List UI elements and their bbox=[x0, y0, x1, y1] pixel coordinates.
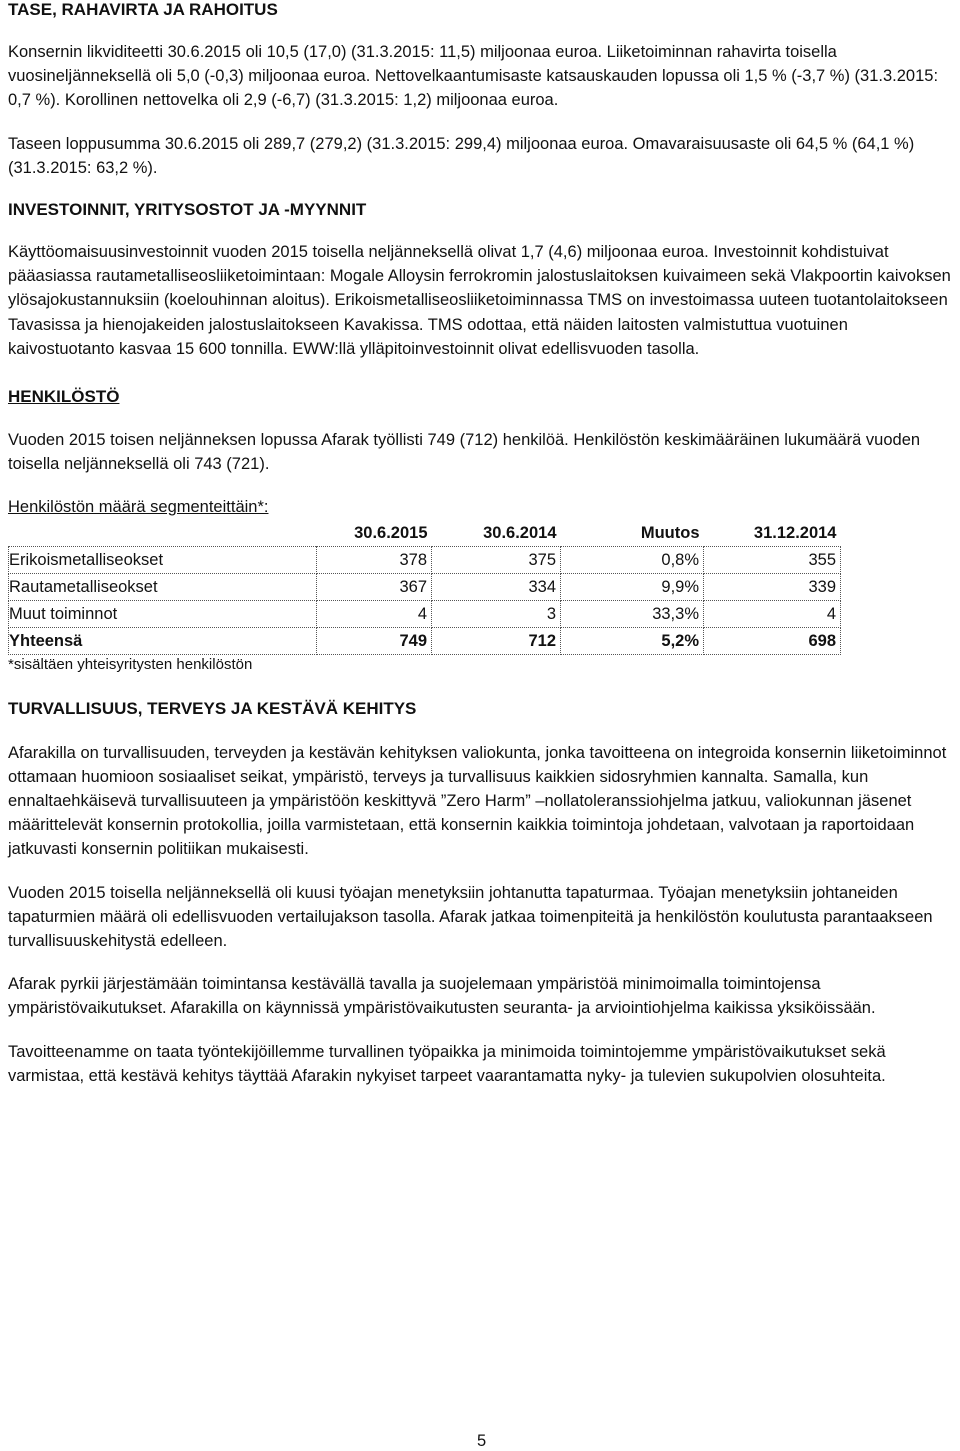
table-row bbox=[9, 573, 841, 600]
page-number: 5 bbox=[477, 1432, 487, 1450]
cell-value: 339 bbox=[704, 573, 841, 600]
paragraph-balance-total: Taseen loppusumma 30.6.2015 oli 289,7 (279,2) (31.3.2015: 299,4) miljoonaa euroa. Omavaraisuusaste oli 64,5 % (64,1 %) (31.3.2015: 63,2 %). bbox=[8, 134, 915, 177]
paragraph-personnel: Vuoden 2015 toisen neljänneksen lopussa Afarak työllisti 749 (712) henkilöä. Henkilöstön keskimääräinen lukumäärä vuoden toisella neljänneksellä oli 743 (721). bbox=[8, 431, 921, 474]
table-title: Henkilöstön määrä segmenteittäin*: bbox=[8, 498, 269, 517]
total-value: 712 bbox=[432, 627, 561, 654]
cell-value: 378 bbox=[317, 546, 432, 573]
document-page bbox=[8, 0, 953, 1088]
cell-value: 0,8% bbox=[561, 546, 704, 573]
table-total-row bbox=[9, 627, 841, 654]
total-value: 698 bbox=[704, 627, 841, 654]
total-value: 749 bbox=[317, 627, 432, 654]
cell-value: 33,3% bbox=[561, 600, 704, 627]
table-footnote: *sisältäen yhteisyritysten henkilöstön bbox=[8, 655, 253, 673]
paragraph-safety-committee: Afarakilla on turvallisuuden, terveyden ja kestävän kehityksen valiokunta, jonka tavoitteena on integroida konsernin liiketoiminnot ottamaan huomioon sosiaaliset seikat, ympäristö, terveys ja turvallisuus kaikkien sidosryhmien kannalta. Samalla, kun ennaltaehkäisevä turvallisuuteen ja ympäristöön keskittyvä ”Zero Harm” –nollatoleranssiohjelma jatkuu, valiokunnan jäsenet määrittelevät konsernin protokollia, joilla varmistetaan, että konsernin kaikkia toimintoja johdetaan, valvotaan ja raportoidaan jatkuvasti konsernin politiikan mukaisesti. bbox=[8, 743, 947, 859]
cell-value: 9,9% bbox=[561, 573, 704, 600]
total-value: 5,2% bbox=[561, 627, 704, 654]
row-label: Muut toiminnot bbox=[9, 600, 317, 627]
header-col-2: 30.6.2014 bbox=[432, 520, 561, 547]
total-label: Yhteensä bbox=[9, 627, 317, 654]
heading-investments: INVESTOINNIT, YRITYSOSTOT JA -MYYNNIT bbox=[8, 200, 367, 220]
row-label: Erikoismetalliseokset bbox=[9, 546, 317, 573]
table-row bbox=[9, 546, 841, 573]
paragraph-environment: Afarak pyrkii järjestämään toimintansa kestävällä tavalla ja suojelemaan ympäristöä minimoimalla toimintojensa ympäristövaikutukset. Afarakilla on käynnissä ympäristövaikutusten seuranta- ja arviointiohjelma kaikissa yksiköissään. bbox=[8, 975, 876, 1018]
cell-value: 334 bbox=[432, 573, 561, 600]
cell-value: 4 bbox=[317, 600, 432, 627]
paragraph-accidents: Vuoden 2015 toisella neljänneksellä oli kuusi työajan menetyksiin johtanutta tapaturmaa. Työajan menetyksiin johtaneiden tapaturmien määrä oli edellisvuoden vertailujakson tasolla. Afarak jatkaa toimenpiteitä ja henkilöstön koulutusta parantaakseen turvallisuuskehitystä edelleen. bbox=[8, 883, 933, 951]
header-col-1: 30.6.2015 bbox=[317, 520, 432, 547]
heading-safety: TURVALLISUUS, TERVEYS JA KESTÄVÄ KEHITYS bbox=[8, 698, 417, 718]
paragraph-investments: Käyttöomaisuusinvestoinnit vuoden 2015 toisella neljänneksellä olivat 1,7 (4,6) miljoonaa euroa. Investoinnit kohdistuivat pääasiassa rautametalliseosliiketoimintaan: Mogale Alloysin ferrokromin jalostuslaitoksen kuivaimeen sekä Vlakpoortin kaivoksen ylösajokustannuksiin (koelouhinnan aloitus). Erikoismetalliseosliiketoiminnassa TMS on investoimassa uuteen tuotantolaitokseen Tavasissa ja hienojakeiden jalostuslaitokseen Kavakissa. TMS odottaa, että näiden laitosten valmistuttua vuotuinen kaivostuotanto kasvaa 15 600 tonnilla. EWW:llä ylläpitoinvestoinnit olivat edellisvuoden tasolla. bbox=[8, 243, 951, 358]
heading-balance: TASE, RAHAVIRTA JA RAHOITUS bbox=[8, 0, 278, 19]
personnel-table bbox=[8, 520, 841, 655]
table-header-row bbox=[9, 520, 841, 547]
header-col-4: 31.12.2014 bbox=[704, 520, 841, 547]
paragraph-liquidity: Konsernin likviditeetti 30.6.2015 oli 10,5 (17,0) (31.3.2015: 11,5) miljoonaa euroa. Liiketoiminnan rahavirta toisella vuosineljänneksellä oli 5,0 (-0,3) miljoonaa euroa. Nettovelkaantumisaste katsauskauden lopussa oli 1,5 % (-3,7 %) (31.3.2015: 0,7 %). Korollinen nettovelka oli 2,9 (-6,7) (31.3.2015: 1,2) miljoonaa euroa. bbox=[8, 43, 939, 110]
paragraph-goals: Tavoitteenamme on taata työntekijöillemme turvallinen työpaikka ja minimoida toimintojemme ympäristövaikutukset sekä varmistaa, että kestävä kehitys täyttää Afarakin nykyiset tarpeet vaarantamatta nyky- ja tulevien sukupolvien olosuhteita. bbox=[8, 1042, 886, 1085]
table-row bbox=[9, 600, 841, 627]
cell-value: 4 bbox=[704, 600, 841, 627]
heading-personnel: HENKILÖSTÖ bbox=[8, 387, 120, 407]
cell-value: 355 bbox=[704, 546, 841, 573]
header-col-3: Muutos bbox=[561, 520, 704, 547]
cell-value: 375 bbox=[432, 546, 561, 573]
cell-value: 367 bbox=[317, 573, 432, 600]
cell-value: 3 bbox=[432, 600, 561, 627]
row-label: Rautametalliseokset bbox=[9, 573, 317, 600]
